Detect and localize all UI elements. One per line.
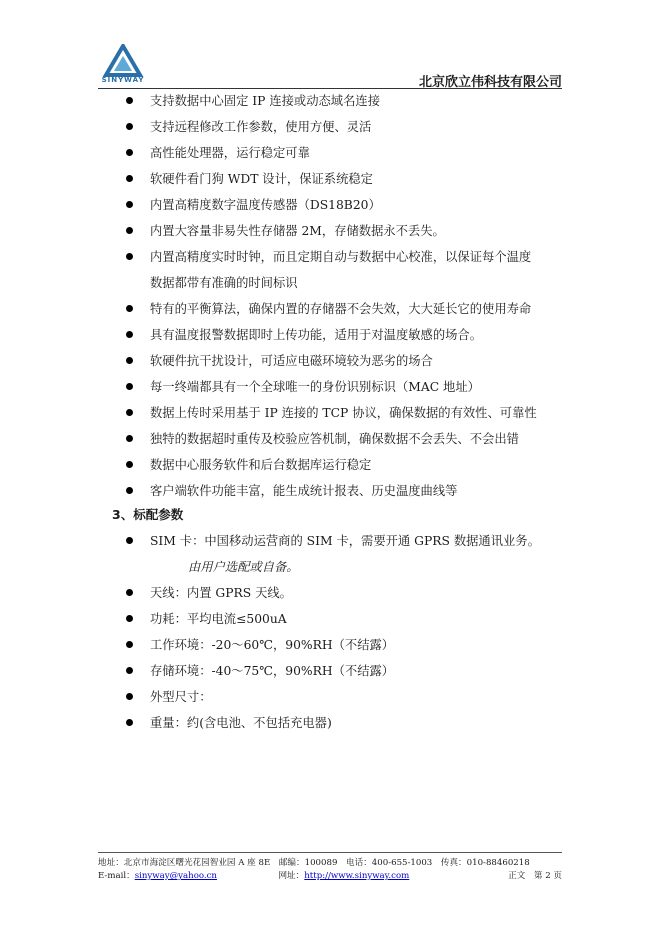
logo-text: SINYWAY	[101, 76, 145, 84]
website-link[interactable]: http://www.sinyway.com	[304, 871, 410, 881]
bullet-icon	[126, 227, 133, 234]
bullet-icon	[126, 409, 133, 416]
page-number: 正文 第 2 页	[508, 871, 562, 881]
list-item: 软硬件抗干扰设计，可适应电磁环境较为恶劣的场合	[126, 348, 566, 374]
bullet-icon	[126, 641, 133, 648]
footer-divider	[98, 852, 562, 853]
list-item: 外型尺寸：	[126, 684, 566, 710]
list-item: 客户端软件功能丰富，能生成统计报表、历史温度曲线等	[126, 478, 566, 504]
list-item: 功耗：平均电流≤500uA	[126, 606, 566, 632]
list-item: 内置大容量非易失性存储器 2M，存储数据永不丢失。	[126, 218, 566, 244]
list-item: 独特的数据超时重传及校验应答机制，确保数据不会丢失、不会出错	[126, 426, 566, 452]
bullet-icon	[126, 719, 133, 726]
params-list	[126, 528, 566, 736]
list-item-continuation: 数据都带有准确的时间标识	[150, 276, 298, 290]
bullet-icon	[126, 667, 133, 674]
list-item: 高性能处理器，运行稳定可靠	[126, 140, 566, 166]
page-footer	[98, 852, 562, 883]
list-item: 具有温度报警数据即时上传功能，适用于对温度敏感的场合。	[126, 322, 566, 348]
section-heading: 3、标配参数	[112, 507, 184, 522]
list-item: 数据上传时采用基于 IP 连接的 TCP 协议，确保数据的有效性、可靠性	[126, 400, 566, 426]
bullet-icon	[126, 357, 133, 364]
list-item: 支持远程修改工作参数，使用方便、灵活	[126, 114, 566, 140]
bullet-icon	[126, 331, 133, 338]
bullet-icon	[126, 693, 133, 700]
list-item: 天线：内置 GPRS 天线。	[126, 580, 566, 606]
bullet-icon	[126, 149, 133, 156]
bullet-icon	[126, 175, 133, 182]
bullet-icon	[126, 487, 133, 494]
footer-contact	[98, 870, 562, 883]
bullet-icon	[126, 305, 133, 312]
bullet-icon	[126, 253, 133, 260]
email-label: E-mail：	[98, 871, 135, 881]
web-label: 网址：	[278, 871, 305, 881]
bullet-icon	[126, 537, 133, 544]
bullet-icon	[126, 201, 133, 208]
list-item: 软硬件看门狗 WDT 设计，保证系统稳定	[126, 166, 566, 192]
list-item: 每一终端都具有一个全球唯一的身份识别标识（MAC 地址）	[126, 374, 566, 400]
bullet-icon	[126, 123, 133, 130]
page-header	[98, 44, 562, 90]
list-item-note: 由用户选配或自备。	[188, 560, 299, 574]
email-link[interactable]: sinyway@yahoo.cn	[134, 871, 217, 881]
bullet-icon	[126, 435, 133, 442]
bullet-icon	[126, 615, 133, 622]
list-item: 支持数据中心固定 IP 连接或动态域名连接	[126, 88, 566, 114]
list-item: 内置高精度实时时钟，而且定期自动与数据中心校准，以保证每个温度 数据都带有准确的时间标识	[126, 244, 566, 296]
list-item: 工作环境：-20～60℃，90%RH（不结露）	[126, 632, 566, 658]
feature-list	[126, 88, 566, 504]
list-item: 数据中心服务软件和后台数据库运行稳定	[126, 452, 566, 478]
bullet-icon	[126, 461, 133, 468]
list-item: 存储环境：-40～75℃，90%RH（不结露）	[126, 658, 566, 684]
list-item: 特有的平衡算法，确保内置的存储器不会失效，大大延长它的使用寿命	[126, 296, 566, 322]
bullet-icon	[126, 589, 133, 596]
bullet-icon	[126, 383, 133, 390]
bullet-icon	[126, 97, 133, 104]
list-item: 重量：约(含电池、不包括充电器)	[126, 710, 566, 736]
footer-address: 地址：北京市海淀区曙光花园智业园 A 座 8E 邮编：100089 电话：400-655-1003 传真：010-88460218	[98, 858, 530, 868]
list-item: SIM 卡：中国移动运营商的 SIM 卡，需要开通 GPRS 数据通讯业务。 由用户选配或自备。	[126, 528, 566, 580]
company-name: 北京欣立伟科技有限公司	[418, 75, 562, 90]
list-item: 内置高精度数字温度传感器（DS18B20）	[126, 192, 566, 218]
